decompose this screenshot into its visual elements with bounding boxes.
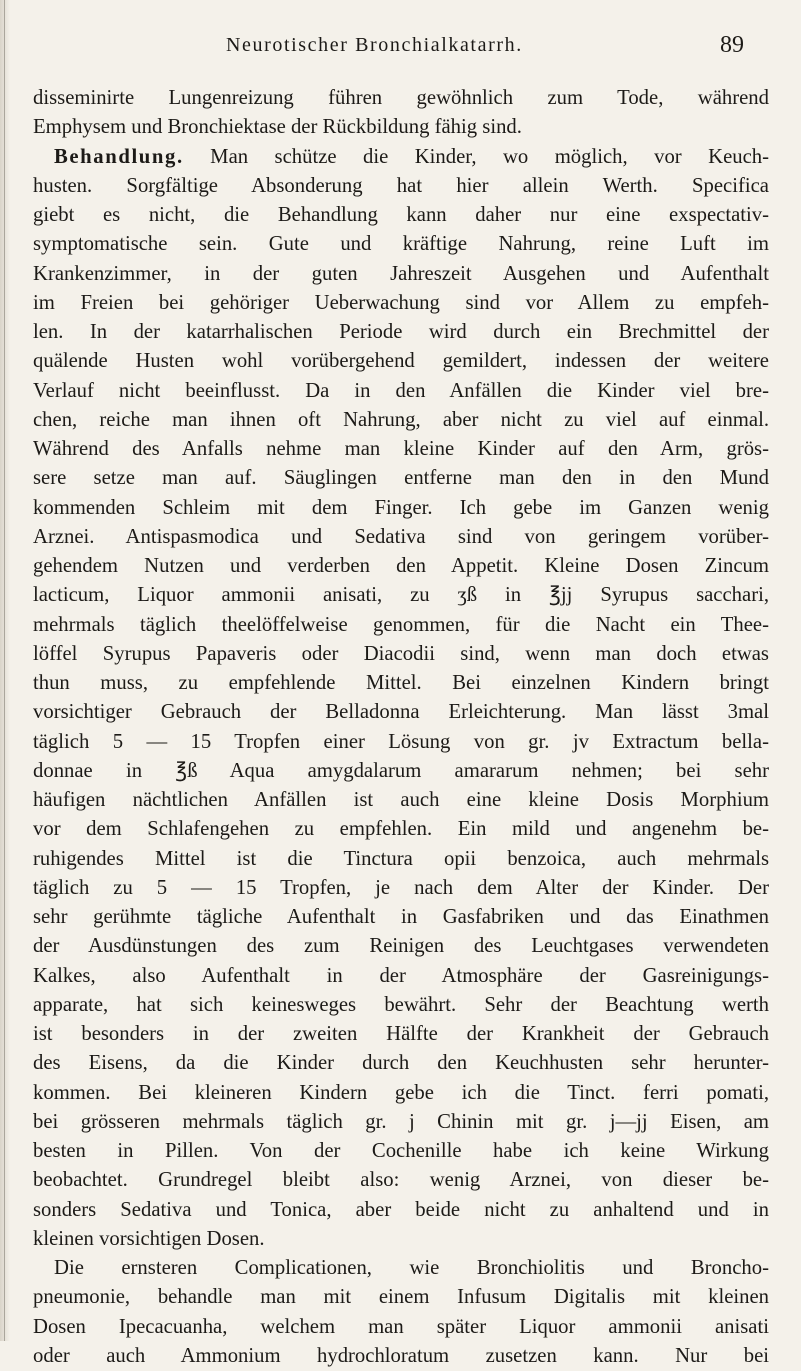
text-line: des Eisens, da die Kinder durch den Keuchhusten sehr herunter- [33,1052,769,1075]
text-line: disseminirte Lungenreizung führen gewöhnlich zum Tode, während [33,87,769,109]
text-line: symptomatische sein. Gute und kräftige Nahrung, reine Luft im [33,233,769,256]
text-line: sere setze man auf. Säuglingen entferne man den in den Mund [33,467,769,490]
text-line: Man schütze die Kinder, wo möglich, vor Keuch- [210,145,770,168]
text-line: apparate, hat sich keinesweges bewährt. Sehr der Beachtung werth [33,993,769,1016]
body-text [33,84,769,1371]
text-line: täglich 5 — 15 Tropfen einer Lösung von gr. jv Extractum bella- [33,730,769,753]
page-edge-line [4,0,5,1341]
text-line: bei grösseren mehrmals täglich gr. j Chinin mit gr. j—jj Eisen, am [33,1110,769,1133]
text-line: Kalkes, also Aufenthalt in der Atmosphäre der Gasreinigungs- [33,964,769,987]
text-line: pneumonie, behandle man mit einem Infusum Digitalis mit kleinen [33,1286,769,1309]
text-line: len. In der katarrhalischen Periode wird durch ein Brechmittel der [33,321,769,343]
text-line: Die ernsteren Complicationen, wie Bronchiolitis und Broncho- [54,1257,769,1279]
text-line: Emphysem und Bronchiektase der Rückbildung fähig sind. [33,116,522,139]
text-line: Während des Anfalls nehme man kleine Kinder auf den Arm, grös- [33,438,769,460]
text-line: kommenden Schleim mit dem Finger. Ich gebe im Ganzen wenig [33,496,769,519]
text-line: der Ausdünstungen des zum Reinigen des Leuchtgases verwendeten [33,935,769,958]
text-line: lacticum, Liquor ammonii anisati, zu ʒß in ℥jj Syrupus sacchari, [33,584,769,607]
running-title: Neurotischer Bronchialkatarrh. [226,34,523,56]
text-line: donnae in ℥ß Aqua amygdalarum amararum nehmen; bei sehr [33,759,769,782]
text-line: Verlauf nicht beeinflusst. Da in den Anfällen die Kinder viel bre- [33,379,769,402]
text-line: gehendem Nutzen und verderben den Appetit. Kleine Dosen Zincum [33,555,769,577]
text-line: ist besonders in der zweiten Hälfte der Krankheit der Gebrauch [33,1023,769,1045]
text-line: vorsichtiger Gebrauch der Belladonna Erleichterung. Man lässt 3mal [33,701,769,724]
text-line: besten in Pillen. Von der Cochenille habe ich keine Wirkung [33,1140,769,1162]
text-line: ruhigendes Mittel ist die Tinctura opii benzoica, auch mehrmals [33,847,769,870]
text-line: kleinen vorsichtigen Dosen. [33,1227,265,1250]
text-line: thun muss, zu empfehlende Mittel. Bei einzelnen Kindern bringt [33,672,769,694]
text-line: löffel Syrupus Papaveris oder Diacodii sind, wenn man doch etwas [33,642,769,665]
text-line: vor dem Schlafengehen zu empfehlen. Ein mild und angenehm be- [33,818,769,841]
text-line: quälende Husten wohl vorübergehend gemildert, indessen der weitere [33,350,769,373]
text-line: häufigen nächtlichen Anfällen ist auch eine kleine Dosis Morphium [33,789,769,811]
text-line: täglich zu 5 — 15 Tropfen, je nach dem Alter der Kinder. Der [33,876,769,899]
text-line-with-heading [33,143,769,172]
text-line: Dosen Ipecacuanha, welchem man später Liquor ammonii anisati [33,1315,769,1338]
page-binding-shadow [0,0,10,1341]
text-line: husten. Sorgfältige Absonderung hat hier allein Werth. Specifica [33,174,769,197]
text-line: oder auch Ammonium hydrochloratum zusetzen kann. Nur bei [33,1344,769,1367]
text-line: chen, reiche man ihnen oft Nahrung, aber nicht zu viel auf einmal. [33,408,769,431]
section-heading: Behandlung. [54,145,184,168]
text-line: im Freien bei gehöriger Ueberwachung sind vor Allem zu empfeh- [33,291,769,314]
text-line: sonders Sedativa und Tonica, aber beide nicht zu anhaltend und in [33,1198,769,1221]
page-header [0,28,801,62]
text-line: Arznei. Antispasmodica und Sedativa sind von geringem vorüber- [33,525,769,548]
text-line: mehrmals täglich theelöffelweise genommen, für die Nacht ein Thee- [33,613,769,636]
text-line: sehr gerühmte tägliche Aufenthalt in Gasfabriken und das Einathmen [33,906,769,928]
text-line: giebt es nicht, die Behandlung kann daher nur eine exspectativ- [33,204,769,226]
text-line: beobachtet. Grundregel bleibt also: wenig Arznei, von dieser be- [33,1169,769,1192]
text-line: Krankenzimmer, in der guten Jahreszeit Ausgehen und Aufenthalt [33,262,769,285]
page-number: 89 [720,32,744,58]
text-line: kommen. Bei kleineren Kindern gebe ich die Tinct. ferri pomati, [33,1081,769,1104]
